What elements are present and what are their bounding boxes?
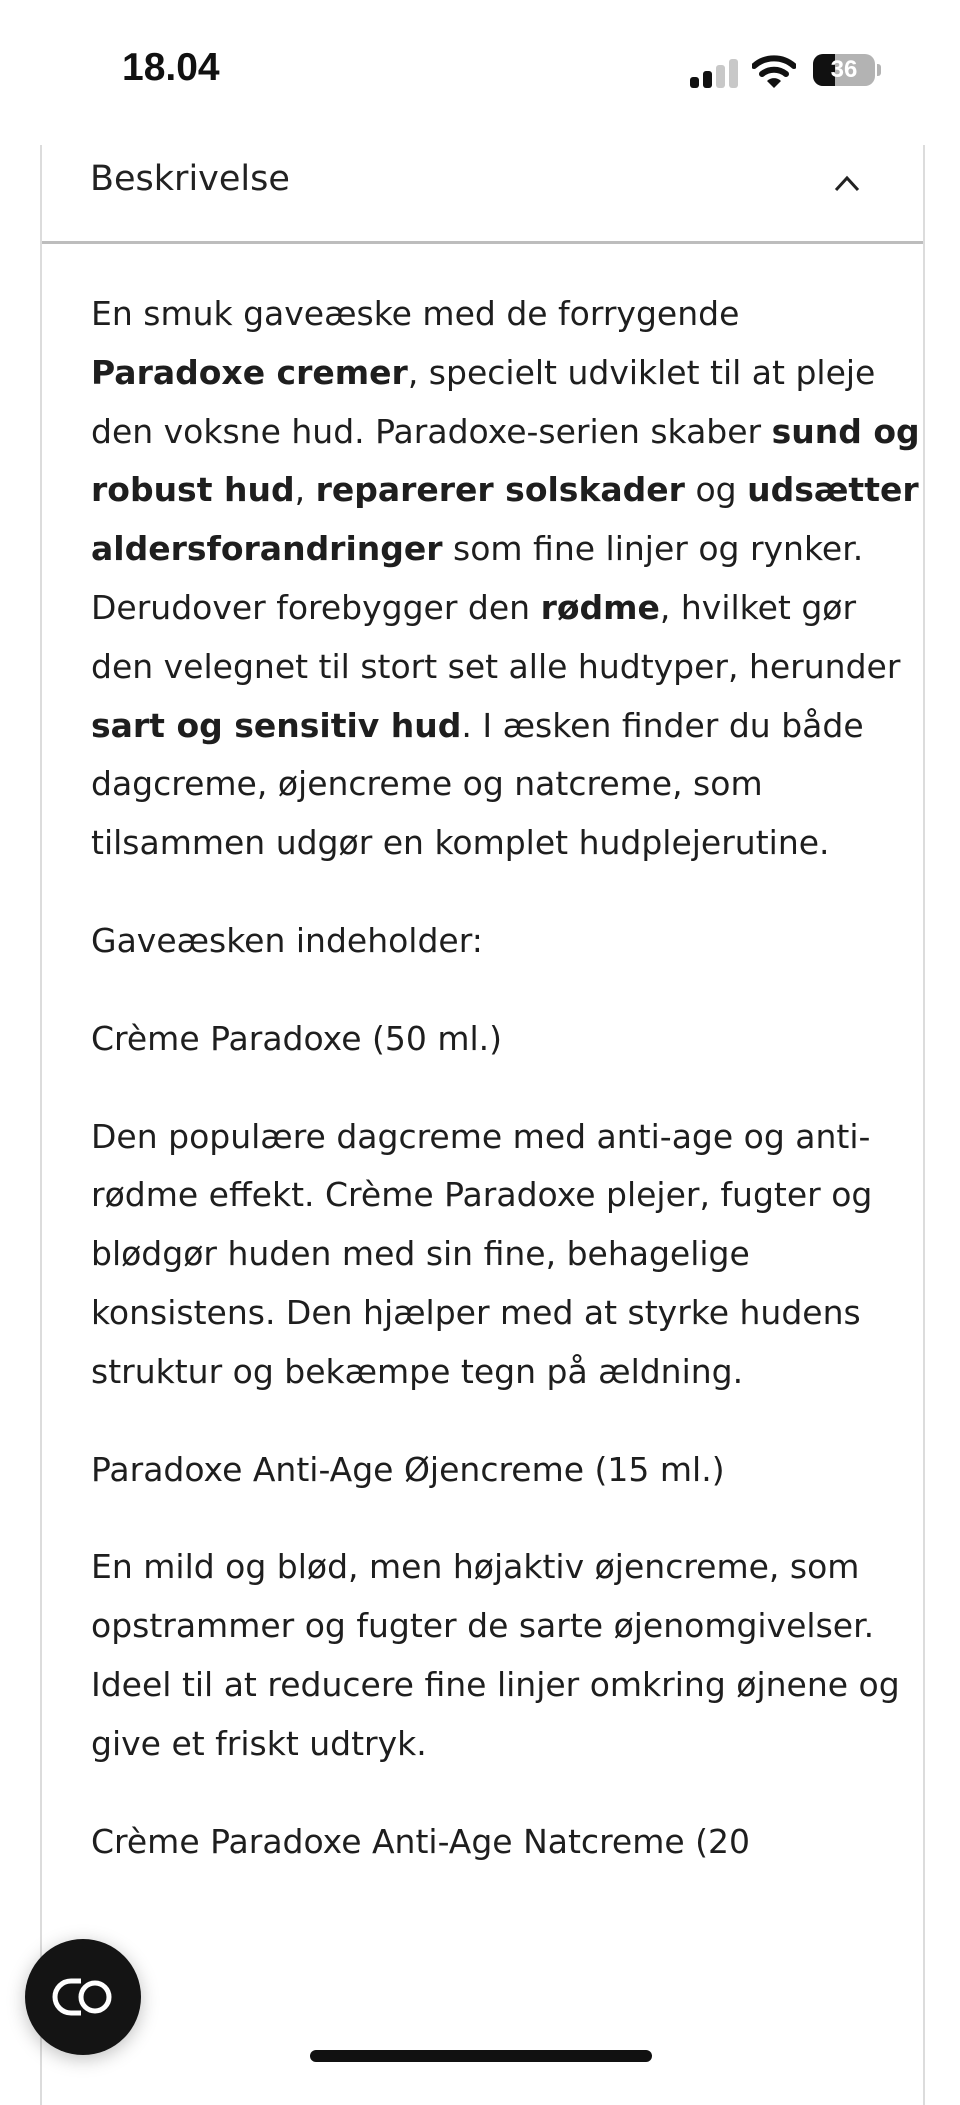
bold-text: rødme	[540, 587, 660, 627]
chat-toggle-icon	[51, 1975, 115, 2019]
wifi-icon	[752, 54, 796, 90]
bold-text: udsætter aldersforandringer	[91, 470, 919, 569]
battery-cap	[877, 64, 881, 76]
home-indicator	[310, 2050, 652, 2062]
chat-floating-button[interactable]	[25, 1939, 141, 2055]
bold-text: Paradoxe cremer	[91, 352, 408, 392]
status-time: 18.04	[122, 46, 220, 89]
product-name: Crème Paradoxe Anti-Age Natcreme (20	[91, 1821, 751, 1861]
contents-label: Gaveæsken indeholder:	[91, 920, 483, 960]
battery-level: 36	[830, 56, 858, 83]
accordion-title: Beskrivelse	[90, 159, 290, 199]
text: , specielt udviklet til at pleje den voksne hud. Paradoxe-serien skaber	[91, 352, 876, 451]
product-name: Crème Paradoxe (50 ml.)	[91, 1018, 503, 1058]
text: og	[684, 470, 748, 510]
text: ,	[294, 470, 316, 510]
bold-text: sund og robust hud	[91, 411, 920, 510]
intro-paragraph	[91, 285, 921, 873]
bold-text: sart og sensitiv hud	[91, 705, 462, 745]
text: . I æsken finder du både dagcreme, øjencreme og natcreme, som tilsammen udgør en komplet hudplejerutine.	[91, 705, 864, 863]
chevron-up-icon[interactable]	[832, 169, 862, 199]
text: som fine linjer og rynker. Derudover forebygger den	[91, 529, 864, 627]
description-accordion	[40, 145, 925, 2105]
bold-text: reparerer solskader	[315, 470, 685, 510]
product-description: Den populære dagcreme med anti-age og anti-rødme effekt. Crème Paradoxe plejer, fugter og blødgør huden med sin fine, behagelige konsistens. Den hjælper med at styrke hudens struktur og bekæmpe tegn på ældning.	[91, 1116, 873, 1391]
status-bar	[0, 0, 960, 140]
text: , hvilket gør den velegnet til stort set alle hudtyper, herunder	[91, 587, 901, 686]
description-content	[91, 285, 921, 1910]
accordion-header[interactable]	[42, 145, 923, 244]
text: En smuk gaveæske med de forrygende	[91, 294, 740, 333]
signal-icon	[690, 60, 740, 88]
product-description: En mild og blød, men højaktiv øjencreme, som opstrammer og fugter de sarte øjenomgivelser. Ideel til at reducere fine linjer omkring øjnene og give et friskt udtryk.	[91, 1547, 900, 1763]
battery-icon	[813, 54, 875, 86]
product-name: Paradoxe Anti-Age Øjencreme (15 ml.)	[91, 1449, 725, 1489]
